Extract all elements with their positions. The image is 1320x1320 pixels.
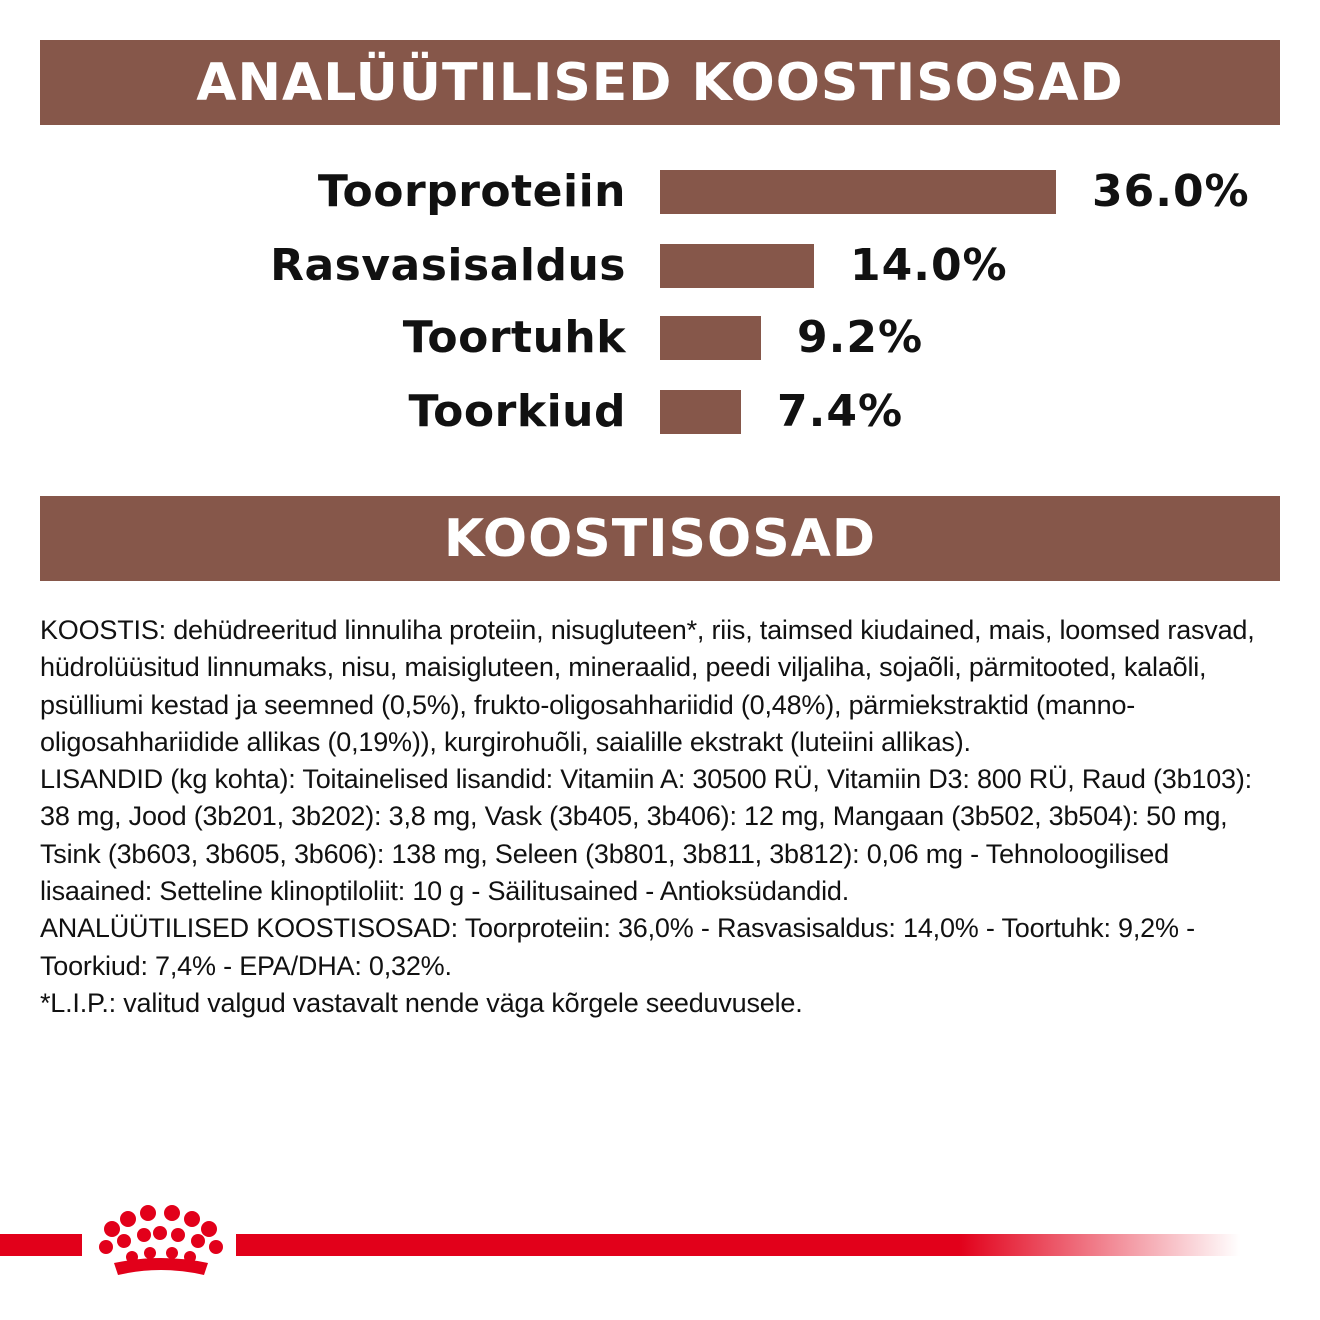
bar-value-label: 14.0% [850,240,1008,291]
analytical-constituents-header [40,40,1280,125]
chart-row [0,236,1320,296]
bar-label: Toortuhk [402,312,626,363]
composition-text [40,612,1285,1022]
bar-label: Toorkiud [408,386,626,437]
analytical-constituents-title: ANALÜÜTILISED KOOSTISOSAD [196,52,1124,113]
bar-value-label: 7.4% [777,386,904,437]
chart-row [0,308,1320,368]
bar [660,170,1056,214]
additives-paragraph: LISANDID (kg kohta): Toitainelised lisandid: Vitamiin A: 30500 RÜ, Vitamiin D3: 800 RÜ, Raud (3b103): 38 mg, Jood (3b201, 3b202): 3,8 mg, Vask (3b405, 3b406): 12 mg, Mangaan (3b502, 3b504): 50 mg, Tsink (3b603, 3b605, 3b606): 138 mg, Seleen (3b801, 3b811, 3b812): 0,06 mg - Tehnoloogilised lisaained: Setteline klinoptiloliit: 10 g - Säilitusained - Antioksüdandid. [40,764,1252,907]
composition-paragraph: KOOSTIS: dehüdreeritud linnuliha proteiin, nisugluteen*, riis, taimsed kiudained, mais, loomsed rasvad, hüdrolüüsitud linnumaks, nisu, maisigluteen, mineraalid, peedi viljaliha, sojaõli, pärmitooted, kalaõli, psülliumi kestad ja seemned (0,5%), frukto-oligosahhariidid (0,48%), pärmiekstraktid (manno-oligosahhariidide allikas (0,19%)), kurgirohuõli, saialille ekstrakt (luteiini allikas). [40,615,1255,757]
bar [660,244,814,288]
analytical-paragraph: ANALÜÜTILISED KOOSTISOSAD: Toorproteiin: 36,0% - Rasvasisaldus: 14,0% - Toortuhk: 9,2% - Toorkiud: 7,4% - EPA/DHA: 0,32%. [40,913,1195,981]
chart-row [0,382,1320,442]
footer-red-line-right [236,1234,1240,1256]
bar-label: Toorproteiin [317,166,626,217]
footnote-paragraph: *L.I.P.: valitud valgud vastavalt nende väga kõrgele seeduvusele. [40,987,803,1018]
ingredients-header [40,496,1280,581]
bar [660,390,741,434]
footer-red-line-left [0,1234,82,1256]
chart-row [0,162,1320,222]
ingredients-title: KOOSTISOSAD [443,508,877,569]
bar-value-label: 36.0% [1092,166,1250,217]
bar [660,316,761,360]
bar-label: Rasvasisaldus [270,240,626,291]
bar-value-label: 9.2% [797,312,924,363]
royal-canin-crown-icon [92,1205,230,1283]
